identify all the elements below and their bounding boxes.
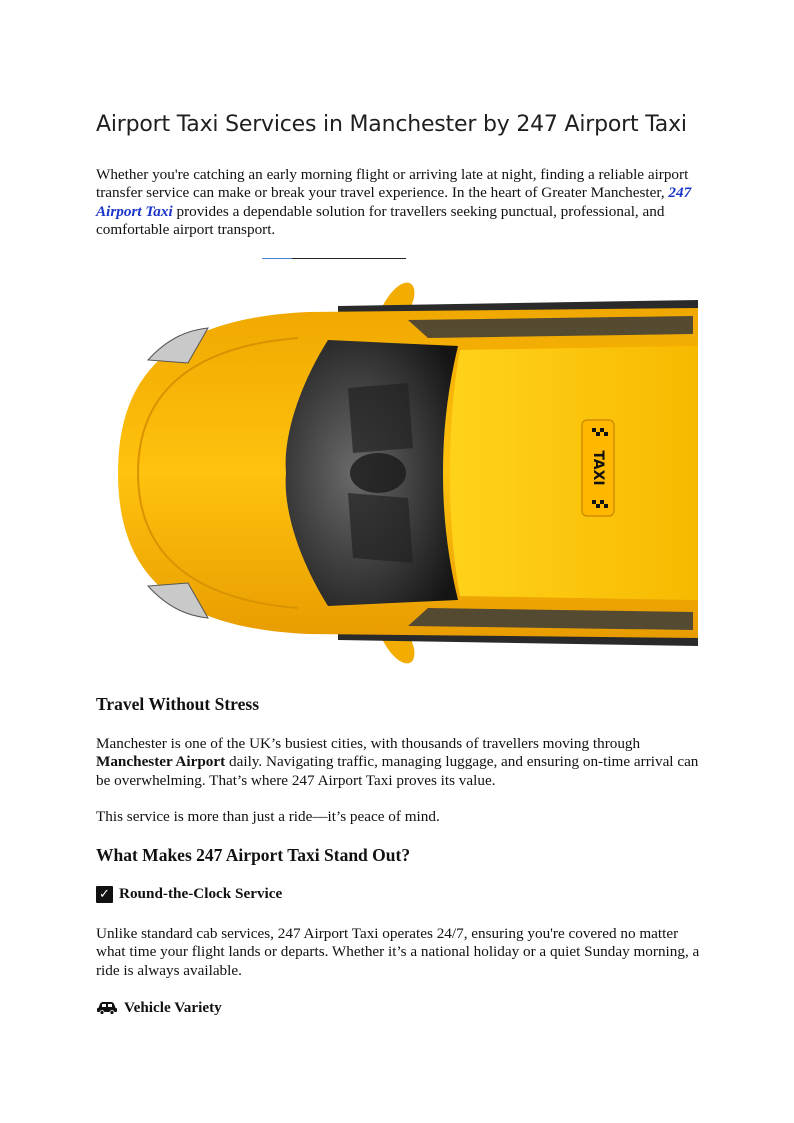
- round-the-clock-paragraph: Unlike standard cab services, 247 Airport Taxi operates 24/7, ensuring you're covered no matter what time your flight lands or departs. Whether it’s a national holiday or a quiet Sunday morning, a ride is always available.: [96, 925, 700, 979]
- car-icon: [96, 1001, 118, 1015]
- divider-accent: [262, 258, 292, 259]
- taxi-car-image: [108, 268, 698, 678]
- taxi-sign-text: TAXI: [590, 450, 606, 486]
- intro-text-end: provides a dependable solution for travellers seeking punctual, professional, and comfortable airport transport.: [96, 202, 665, 239]
- travel-text-start: Manchester is one of the UK’s busiest cities, with thousands of travellers moving through: [96, 735, 641, 752]
- section-heading-travel: Travel Without Stress: [96, 694, 260, 714]
- travel-text-end: daily. Navigating traffic, managing luggage, and ensuring on-time arrival can be overwhelming. That’s where 247 Airport Taxi proves its value.: [96, 753, 699, 789]
- travel-paragraph: [96, 735, 706, 790]
- divider-line: [292, 258, 406, 259]
- airport-name: Manchester Airport: [96, 753, 226, 771]
- section-heading-standout: What Makes 247 Airport Taxi Stand Out?: [96, 845, 411, 865]
- feature-heading-round-the-clock: [96, 885, 282, 903]
- feature-heading-vehicle-variety: [96, 999, 222, 1017]
- company-link[interactable]: 247 Airport Taxi: [96, 184, 692, 220]
- peace-of-mind-paragraph: This service is more than just a ride—it’s peace of mind.: [96, 808, 440, 825]
- intro-paragraph: [96, 166, 706, 240]
- feature-title: Round-the-Clock Service: [119, 885, 283, 902]
- check-mark-icon: ✓: [96, 886, 113, 903]
- page-title: Airport Taxi Services in Manchester by 247 Airport Taxi: [96, 112, 687, 137]
- feature-title: Vehicle Variety: [124, 999, 222, 1016]
- intro-text-start: Whether you're catching an early morning flight or arriving late at night, finding a reliable airport transfer service can make or break your travel experience. In the heart of Greater Manchester,: [96, 166, 689, 202]
